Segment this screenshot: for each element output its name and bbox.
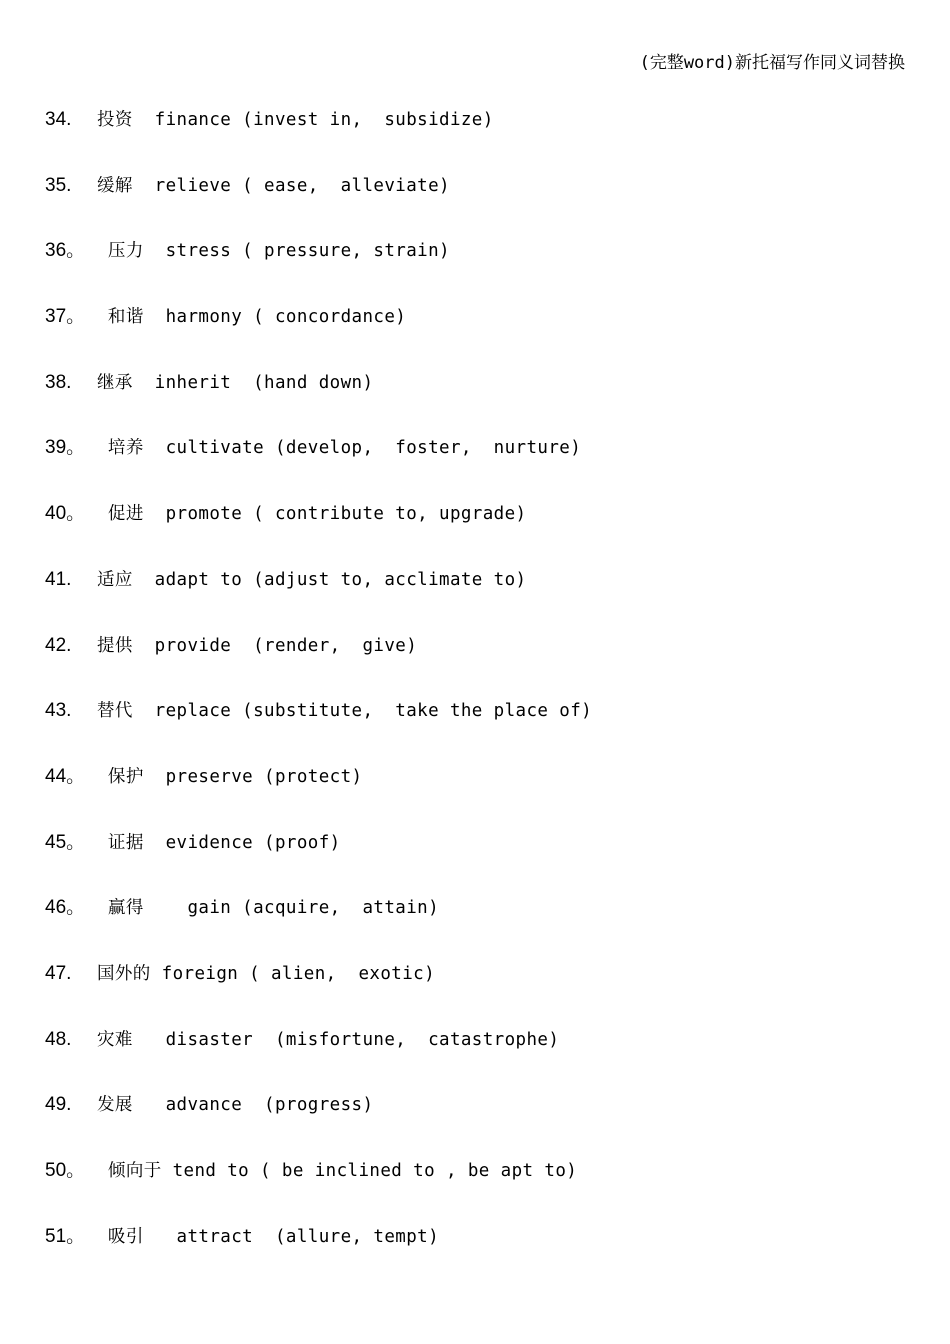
entry-number: 48. xyxy=(45,1028,72,1050)
entry-text: 和谐 harmony ( concordance) xyxy=(97,307,407,328)
entry-number: 35. xyxy=(45,174,72,196)
entry-text: 培养 cultivate (develop, foster, nurture) xyxy=(97,438,582,459)
entry-number: 50。 xyxy=(45,1160,86,1181)
list-item xyxy=(45,305,592,371)
entry-text: 替代 replace (substitute, take the place of) xyxy=(97,701,593,722)
list-item xyxy=(45,1225,592,1291)
entry-text: 倾向于 tend to ( be inclined to , be apt to) xyxy=(97,1161,578,1181)
entry-text: 证据 evidence (proof) xyxy=(97,832,341,853)
entry-text: 保护 preserve (protect) xyxy=(97,766,363,787)
entry-text: 国外的 foreign ( alien, exotic) xyxy=(97,963,436,984)
list-item xyxy=(45,765,592,831)
entry-text: 灾难 disaster (misfortune, catastrophe) xyxy=(97,1029,560,1050)
entry-text: 提供 provide (render, give) xyxy=(97,635,418,656)
list-item xyxy=(45,174,592,240)
entry-number: 42. xyxy=(45,634,72,656)
entry-number: 46。 xyxy=(45,897,86,919)
entry-text: 吸引 attract (allure, tempt) xyxy=(97,1226,440,1247)
synonym-list xyxy=(45,108,592,1290)
entry-number: 49. xyxy=(45,1094,72,1116)
entry-text: 促进 promote ( contribute to, upgrade) xyxy=(97,504,527,525)
entry-number: 43. xyxy=(45,700,72,722)
entry-text: 赢得 gain (acquire, attain) xyxy=(97,898,440,919)
entry-number: 37。 xyxy=(45,306,86,328)
entry-number: 41. xyxy=(45,568,72,590)
list-item xyxy=(45,896,592,962)
entry-number: 39。 xyxy=(45,437,86,459)
list-item xyxy=(45,1093,592,1159)
list-item xyxy=(45,831,592,897)
entry-number: 40。 xyxy=(45,503,86,525)
entry-number: 44。 xyxy=(45,765,86,787)
list-item xyxy=(45,962,592,1028)
list-item xyxy=(45,108,592,174)
list-item xyxy=(45,699,592,765)
entry-number: 47. xyxy=(45,962,72,984)
entry-number: 34. xyxy=(45,109,72,130)
entry-text: 发展 advance (progress) xyxy=(97,1095,374,1116)
list-item xyxy=(45,239,592,305)
list-item xyxy=(45,568,592,634)
list-item xyxy=(45,436,592,502)
entry-number: 45。 xyxy=(45,831,86,853)
entry-text: 缓解 relieve ( ease, alleviate) xyxy=(97,175,450,196)
list-item xyxy=(45,1028,592,1094)
entry-number: 36。 xyxy=(45,240,86,262)
entry-text: 压力 stress ( pressure, strain) xyxy=(97,241,450,262)
entry-number: 38. xyxy=(45,371,72,393)
list-item xyxy=(45,634,592,700)
entry-text: 继承 inherit (hand down) xyxy=(97,372,374,393)
list-item xyxy=(45,1159,592,1225)
entry-text: 适应 adapt to (adjust to, acclimate to) xyxy=(97,569,527,590)
list-item xyxy=(45,371,592,437)
page-header: (完整word)新托福写作同义词替换 xyxy=(639,53,905,73)
entry-text: 投资 finance (invest in, subsidize) xyxy=(97,110,494,130)
list-item xyxy=(45,502,592,568)
entry-number: 51。 xyxy=(45,1225,86,1247)
